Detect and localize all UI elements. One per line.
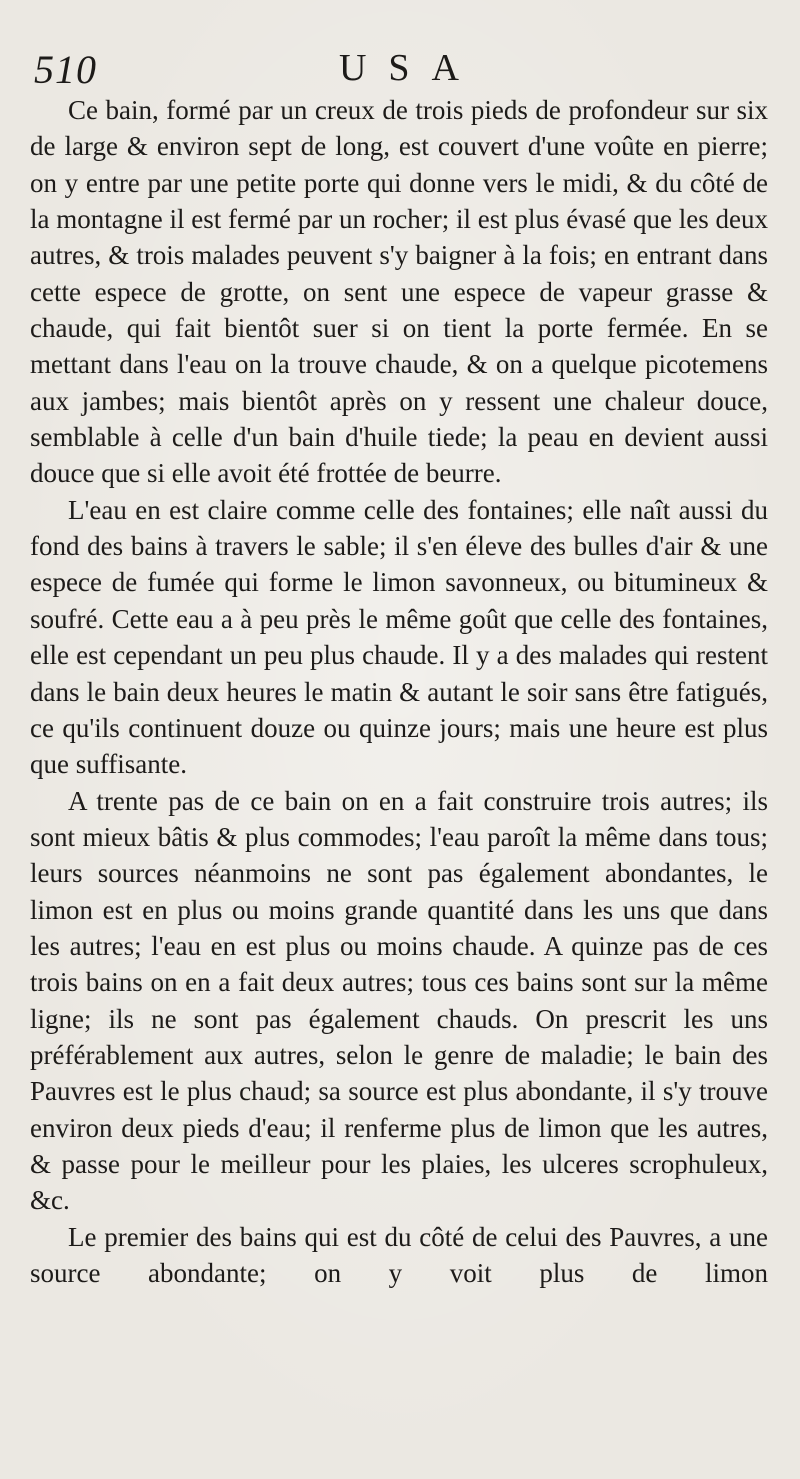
page-number: 510 xyxy=(34,47,97,92)
running-head: USA xyxy=(338,47,482,89)
paragraph-3: A trente pas de ce bain on en a fait construire trois autres; ils sont mieux bâtis & plus commodes; l'eau paroît la même dans tous; leurs sources néanmoins ne sont pas également abondantes, le limon est en plus ou moins grande quantité dans les uns que dans les autres; l'eau en est plus ou moins chaude. A quinze pas de ces trois bains on en a fait deux autres; tous ces bains sont sur la même ligne; ils ne sont pas également chauds. On prescrit les uns préférablement aux autres, selon le genre de maladie; le bain des Pauvres est le plus chaud; sa source est plus abondante, il s'y trouve environ deux pieds d'eau; il renferme plus de limon que les autres, & passe pour le meilleur pour les plaies, les ulceres scrophuleux, &c. xyxy=(30,785,768,1216)
paragraph-4: Le premier des bains qui est du côté de celui des Pauvres, a une source abondante; on y voit plus de limon xyxy=(30,1221,768,1288)
paragraph-1: Ce bain, formé par un creux de trois pieds de profondeur sur six de large & environ sept de long, est couvert d'une voûte en pierre; on y entre par une petite porte qui donne vers le midi, & du côté de la montagne il est fermé par un rocher; il est plus évasé que les deux autres, & trois malades peuvent s'y baigner à la fois; en entrant dans cette espece de grotte, on sent une espece de vapeur grasse & chaude, qui fait bientôt suer si on tient la porte fermée. En se mettant dans l'eau on la trouve chaude, & on a quelque picotemens aux jambes; mais bientôt après on y ressent une chaleur douce, semblable à celle d'un bain d'huile tiede; la peau en devient aussi douce que si elle avoit été frottée de beurre. xyxy=(30,95,768,489)
page-header xyxy=(28,46,770,90)
paragraph-2: L'eau en est claire comme celle des fontaines; elle naît aussi du fond des bains à travers le sable; il s'en éleve des bulles d'air & une espece de fumée qui forme le limon savonneux, ou bitumineux & soufré. Cette eau a à peu près le même goût que celle des fontaines, elle est cependant un peu plus chaude. Il y a des malades qui restent dans le bain deux heures le matin & autant le soir sans être fatigués, ce qu'ils continuent douze ou quinze jours; mais une heure est plus que suffisante. xyxy=(30,494,768,780)
body-text xyxy=(30,92,768,1291)
